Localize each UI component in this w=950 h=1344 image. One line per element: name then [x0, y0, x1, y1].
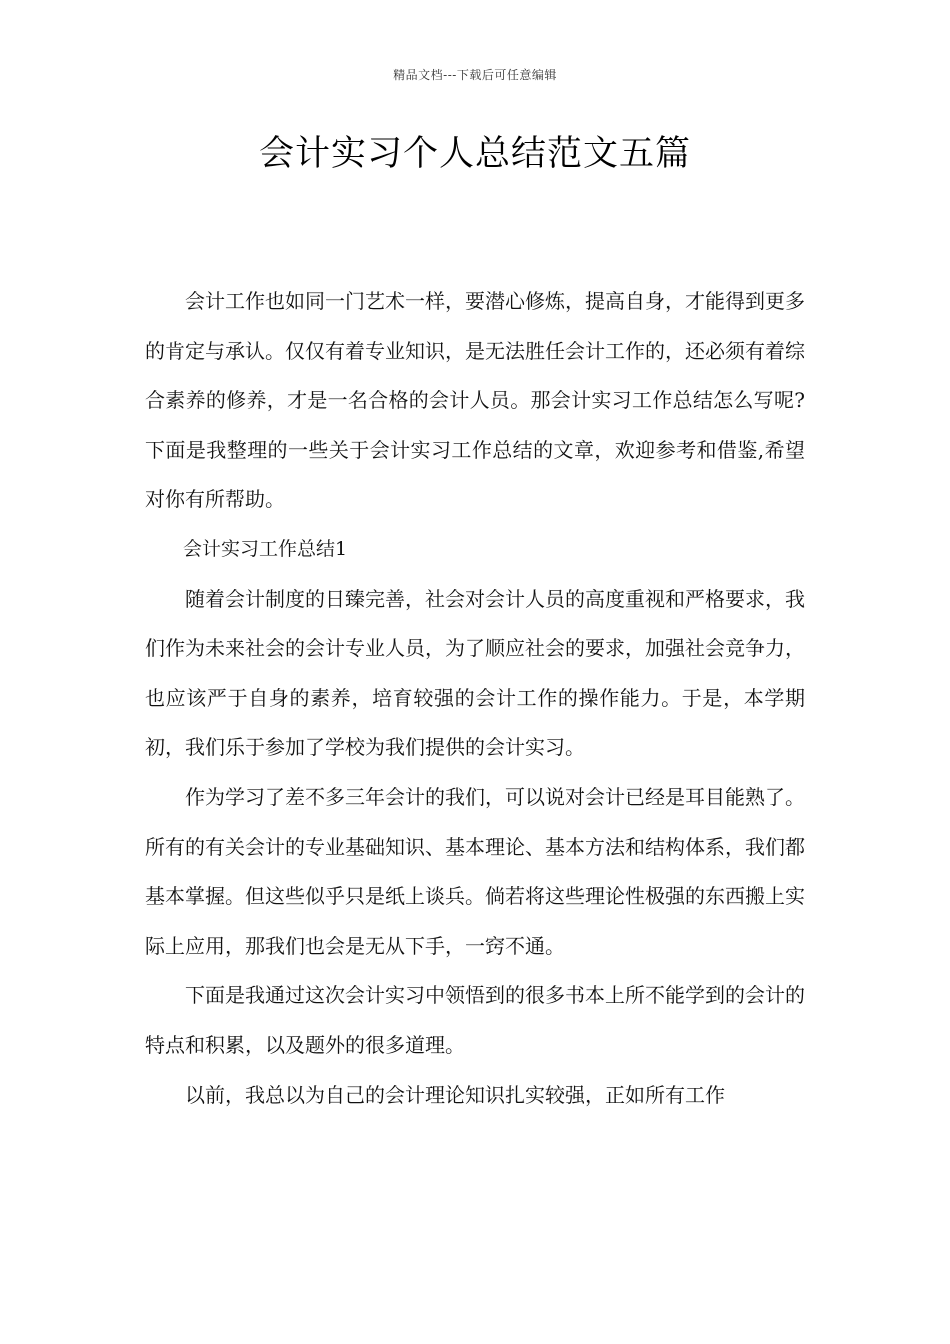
document-title: 会计实习个人总结范文五篇 [258, 134, 691, 174]
body-paragraph: 以前，我总以为自己的会计理论知识扎实较强，正如所有工作 [185, 1082, 725, 1107]
section-heading: 会计实习工作总结1 [183, 537, 348, 560]
header-note: 精品文档---下载后可任意编辑 [393, 68, 557, 82]
body-paragraph: 下面是我通过这次会计实习中领悟到的很多书本上所不能学到的会计的特点和积累，以及题外的很多道理。 [145, 983, 805, 1057]
body-paragraph: 随着会计制度的日臻完善，社会对会计人员的高度重视和严格要求，我们作为未来社会的会计专业人员，为了顺应社会的要求，加强社会竞争力，也应该严于自身的素养，培育较强的会计工作的操作能力。于是，本学期初，我们乐于参加了学校为我们提供的会计实习。 [145, 586, 805, 760]
body-paragraph: 作为学习了差不多三年会计的我们，可以说对会计已经是耳目能熟了。所有的有关会计的专业基础知识、基本理论、基本方法和结构体系，我们都基本掌握。但这些似乎只是纸上谈兵。倘若将这些理论性极强的东西搬上实际上应用，那我们也会是无从下手，一窍不通。 [145, 784, 805, 958]
intro-paragraph: 会计工作也如同一门艺术一样，要潜心修炼，提高自身，才能得到更多的肯定与承认。仅仅有着专业知识，是无法胜任会计工作的，还必须有着综合素养的修养，才是一名合格的会计人员。那会计实习工作总结怎么写呢?下面是我整理的一些关于会计实习工作总结的文章，欢迎参考和借鉴,希望对你有所帮助。 [145, 289, 805, 512]
document-body [145, 277, 805, 1120]
